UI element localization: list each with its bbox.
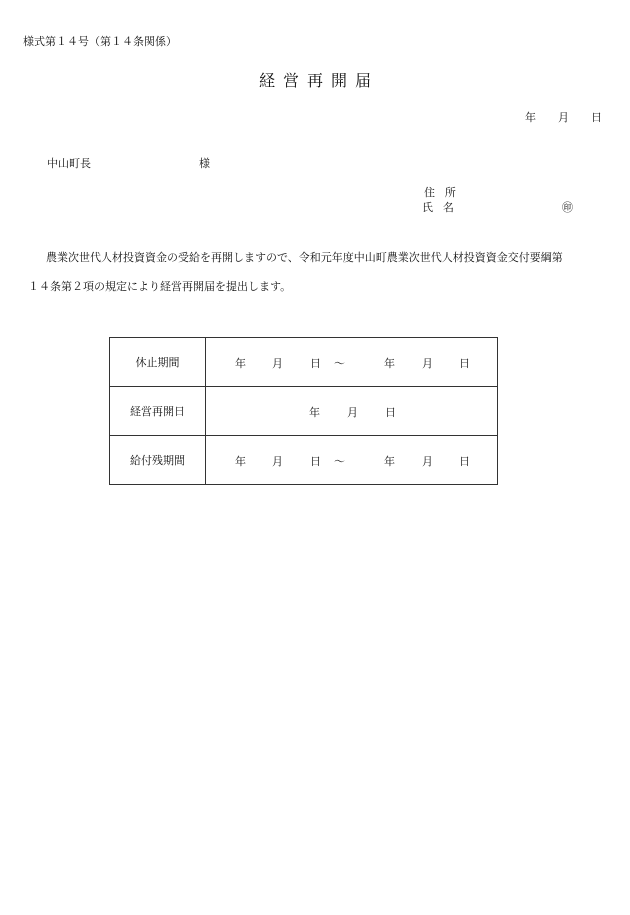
addressee [47, 155, 210, 171]
date-line [503, 109, 602, 125]
document-title: 経営再開届 [258, 71, 379, 90]
period-year-1: 年 [235, 357, 246, 370]
address-label: 住所 [424, 186, 466, 199]
remaining-month-2: 月 [422, 455, 433, 468]
resume-day: 日 [385, 406, 396, 419]
resume-year: 年 [309, 406, 320, 419]
period-month-1: 月 [272, 357, 283, 370]
seal-mark: ㊞ [562, 201, 573, 214]
remaining-year-2: 年 [384, 455, 395, 468]
row-label-remaining-period: 給付残期間 [110, 436, 206, 485]
body-line-2: １４条第２項の規定により経営再開届を提出します。 [28, 280, 292, 293]
table-row [110, 338, 498, 387]
row-label-suspension: 休止期間 [110, 338, 206, 387]
form-number: 様式第１４号（第１４条関係） [23, 35, 177, 48]
date-year: 年 [525, 111, 536, 124]
row-label-resume-date: 経営再開日 [110, 387, 206, 436]
table-row [110, 436, 498, 485]
period-month-2: 月 [422, 357, 433, 370]
remaining-tilde: 〜 [334, 455, 345, 468]
resume-month: 月 [347, 406, 358, 419]
resume-date-value [206, 387, 498, 436]
addressee-name: 中山町長 [47, 157, 91, 170]
remaining-year-1: 年 [235, 455, 246, 468]
suspension-period-value [206, 338, 498, 387]
name-label-2: 名 [442, 201, 454, 214]
remaining-month-1: 月 [272, 455, 283, 468]
info-table [109, 337, 498, 485]
body-line-1: 農業次世代人材投資資金の受給を再開しますので、令和元年度中山町農業次世代人材投資資金交付要綱第 [46, 251, 563, 264]
name-label-1: 氏 [422, 201, 443, 214]
remaining-period-value [206, 436, 498, 485]
table-row [110, 387, 498, 436]
period-tilde: 〜 [334, 357, 345, 370]
body-text [28, 243, 613, 301]
remaining-day-1: 日 [310, 455, 321, 468]
period-day-2: 日 [459, 357, 470, 370]
period-year-2: 年 [384, 357, 395, 370]
date-month: 月 [558, 111, 569, 124]
addressee-honorific: 様 [199, 157, 210, 170]
name-label [422, 199, 454, 215]
date-day: 日 [591, 111, 602, 124]
remaining-day-2: 日 [459, 455, 470, 468]
period-day-1: 日 [310, 357, 321, 370]
